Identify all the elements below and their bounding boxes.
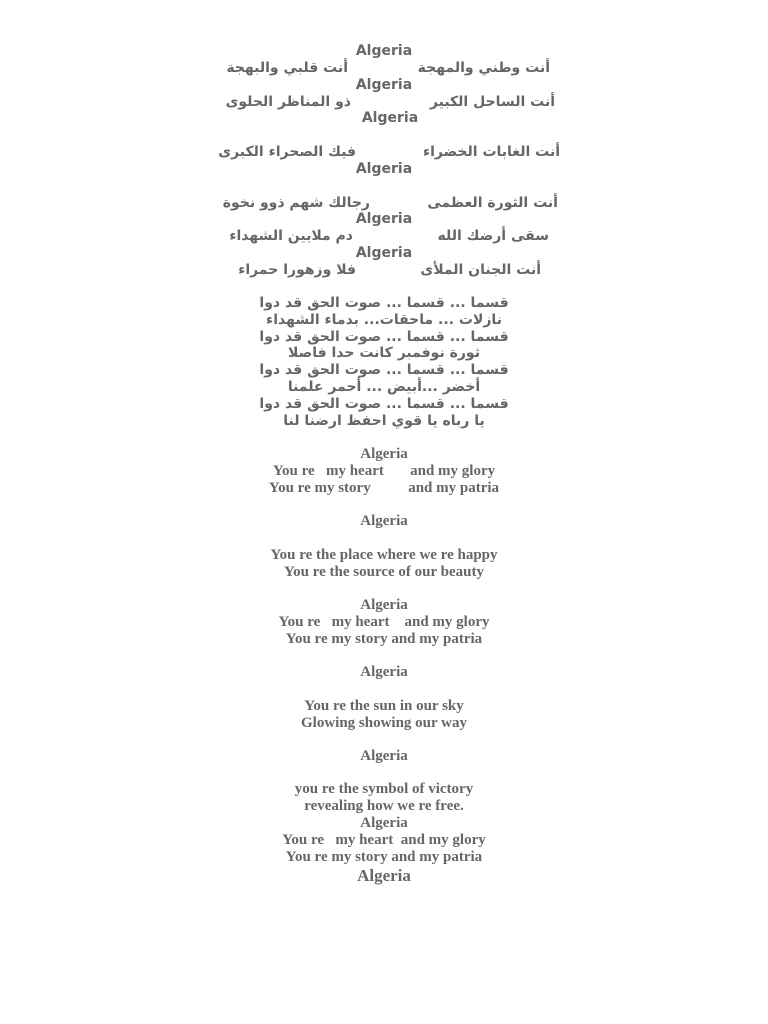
refrain-heading: Algeria [355, 77, 413, 93]
refrain-heading: Algeria [360, 664, 408, 680]
lyric-line: You re my story and my patria [285, 849, 483, 865]
verse-left: رجالك شهم ذوو نخوة [222, 195, 370, 211]
verse-line [0, 228, 768, 245]
lyric-line: You re the source of our beauty [284, 564, 484, 580]
refrain-heading: Algeria [360, 513, 408, 529]
verse-left: أنت قلبي والبهجة [226, 60, 348, 76]
lyric-line: Glowing showing our way [300, 715, 467, 731]
verse-line [0, 60, 768, 77]
verse-right: سقى أرضك الله [437, 228, 549, 244]
refrain-heading: Algeria [355, 211, 413, 227]
anthem-line: قسما ... قسما ... صوت الحق قد دوا [259, 362, 509, 378]
verse-right: أنت الجنان الملأى [420, 262, 541, 278]
anthem-line: ثورة نوفمبر كانت حدا فاصلا [288, 345, 480, 361]
lyric-line: You re my heart and my glory [282, 832, 486, 848]
verse-right: أنت الساحل الكبير [429, 94, 555, 110]
lyric-line: You re my heart and my glory [278, 614, 490, 630]
anthem-line: قسما ... قسما ... صوت الحق قد دوا [259, 295, 509, 311]
anthem-line: نازلات ... ماحقات... بدماء الشهداء [266, 312, 502, 328]
lyric-line: You re the place where we re happy [270, 547, 498, 563]
lyric-line: you re the symbol of victory [294, 781, 474, 797]
refrain-heading: Algeria [355, 161, 413, 177]
refrain-heading: Algeria [355, 245, 413, 261]
refrain-heading: Algeria [360, 597, 408, 613]
anthem-line: قسما ... قسما ... صوت الحق قد دوا [259, 396, 509, 412]
final-title: Algeria [357, 866, 411, 885]
refrain-heading: Algeria [361, 110, 419, 126]
lyric-line: revealing how we re free. [304, 798, 464, 814]
anthem-line: قسما ... قسما ... صوت الحق قد دوا [259, 329, 509, 345]
refrain-heading: Algeria [360, 748, 408, 764]
verse-line [0, 94, 768, 111]
verse-line [0, 144, 768, 161]
verse-left: فلا وزهورا حمراء [238, 262, 356, 278]
lyric-line: You re my heart and my glory [272, 463, 496, 479]
verse-right: أنت الثورة العظمى [427, 195, 558, 211]
lyric-line: You re my story and my patria [268, 480, 500, 496]
lyric-line: You re the sun in our sky [304, 698, 464, 714]
lyric-line: You re my story and my patria [285, 631, 483, 647]
anthem-line: يا رباه يا قوي احفظ ارضنا لنا [283, 413, 485, 429]
verse-right: أنت الغابات الخضراء [422, 144, 560, 160]
verse-left: فيك الصحراء الكبرى [218, 144, 356, 160]
refrain-heading: Algeria [360, 815, 408, 831]
verse-line [0, 262, 768, 279]
verse-line [0, 195, 768, 212]
verse-left: دم ملايين الشهداء [229, 228, 353, 244]
refrain-heading: Algeria [360, 446, 408, 462]
verse-right: أنت وطني والمهجة [417, 60, 550, 76]
anthem-line: أخضر ...أبيض ... أحمر علمنا [287, 379, 481, 395]
verse-left: ذو المناظر الحلوى [225, 94, 351, 110]
refrain-heading: Algeria [355, 43, 413, 59]
